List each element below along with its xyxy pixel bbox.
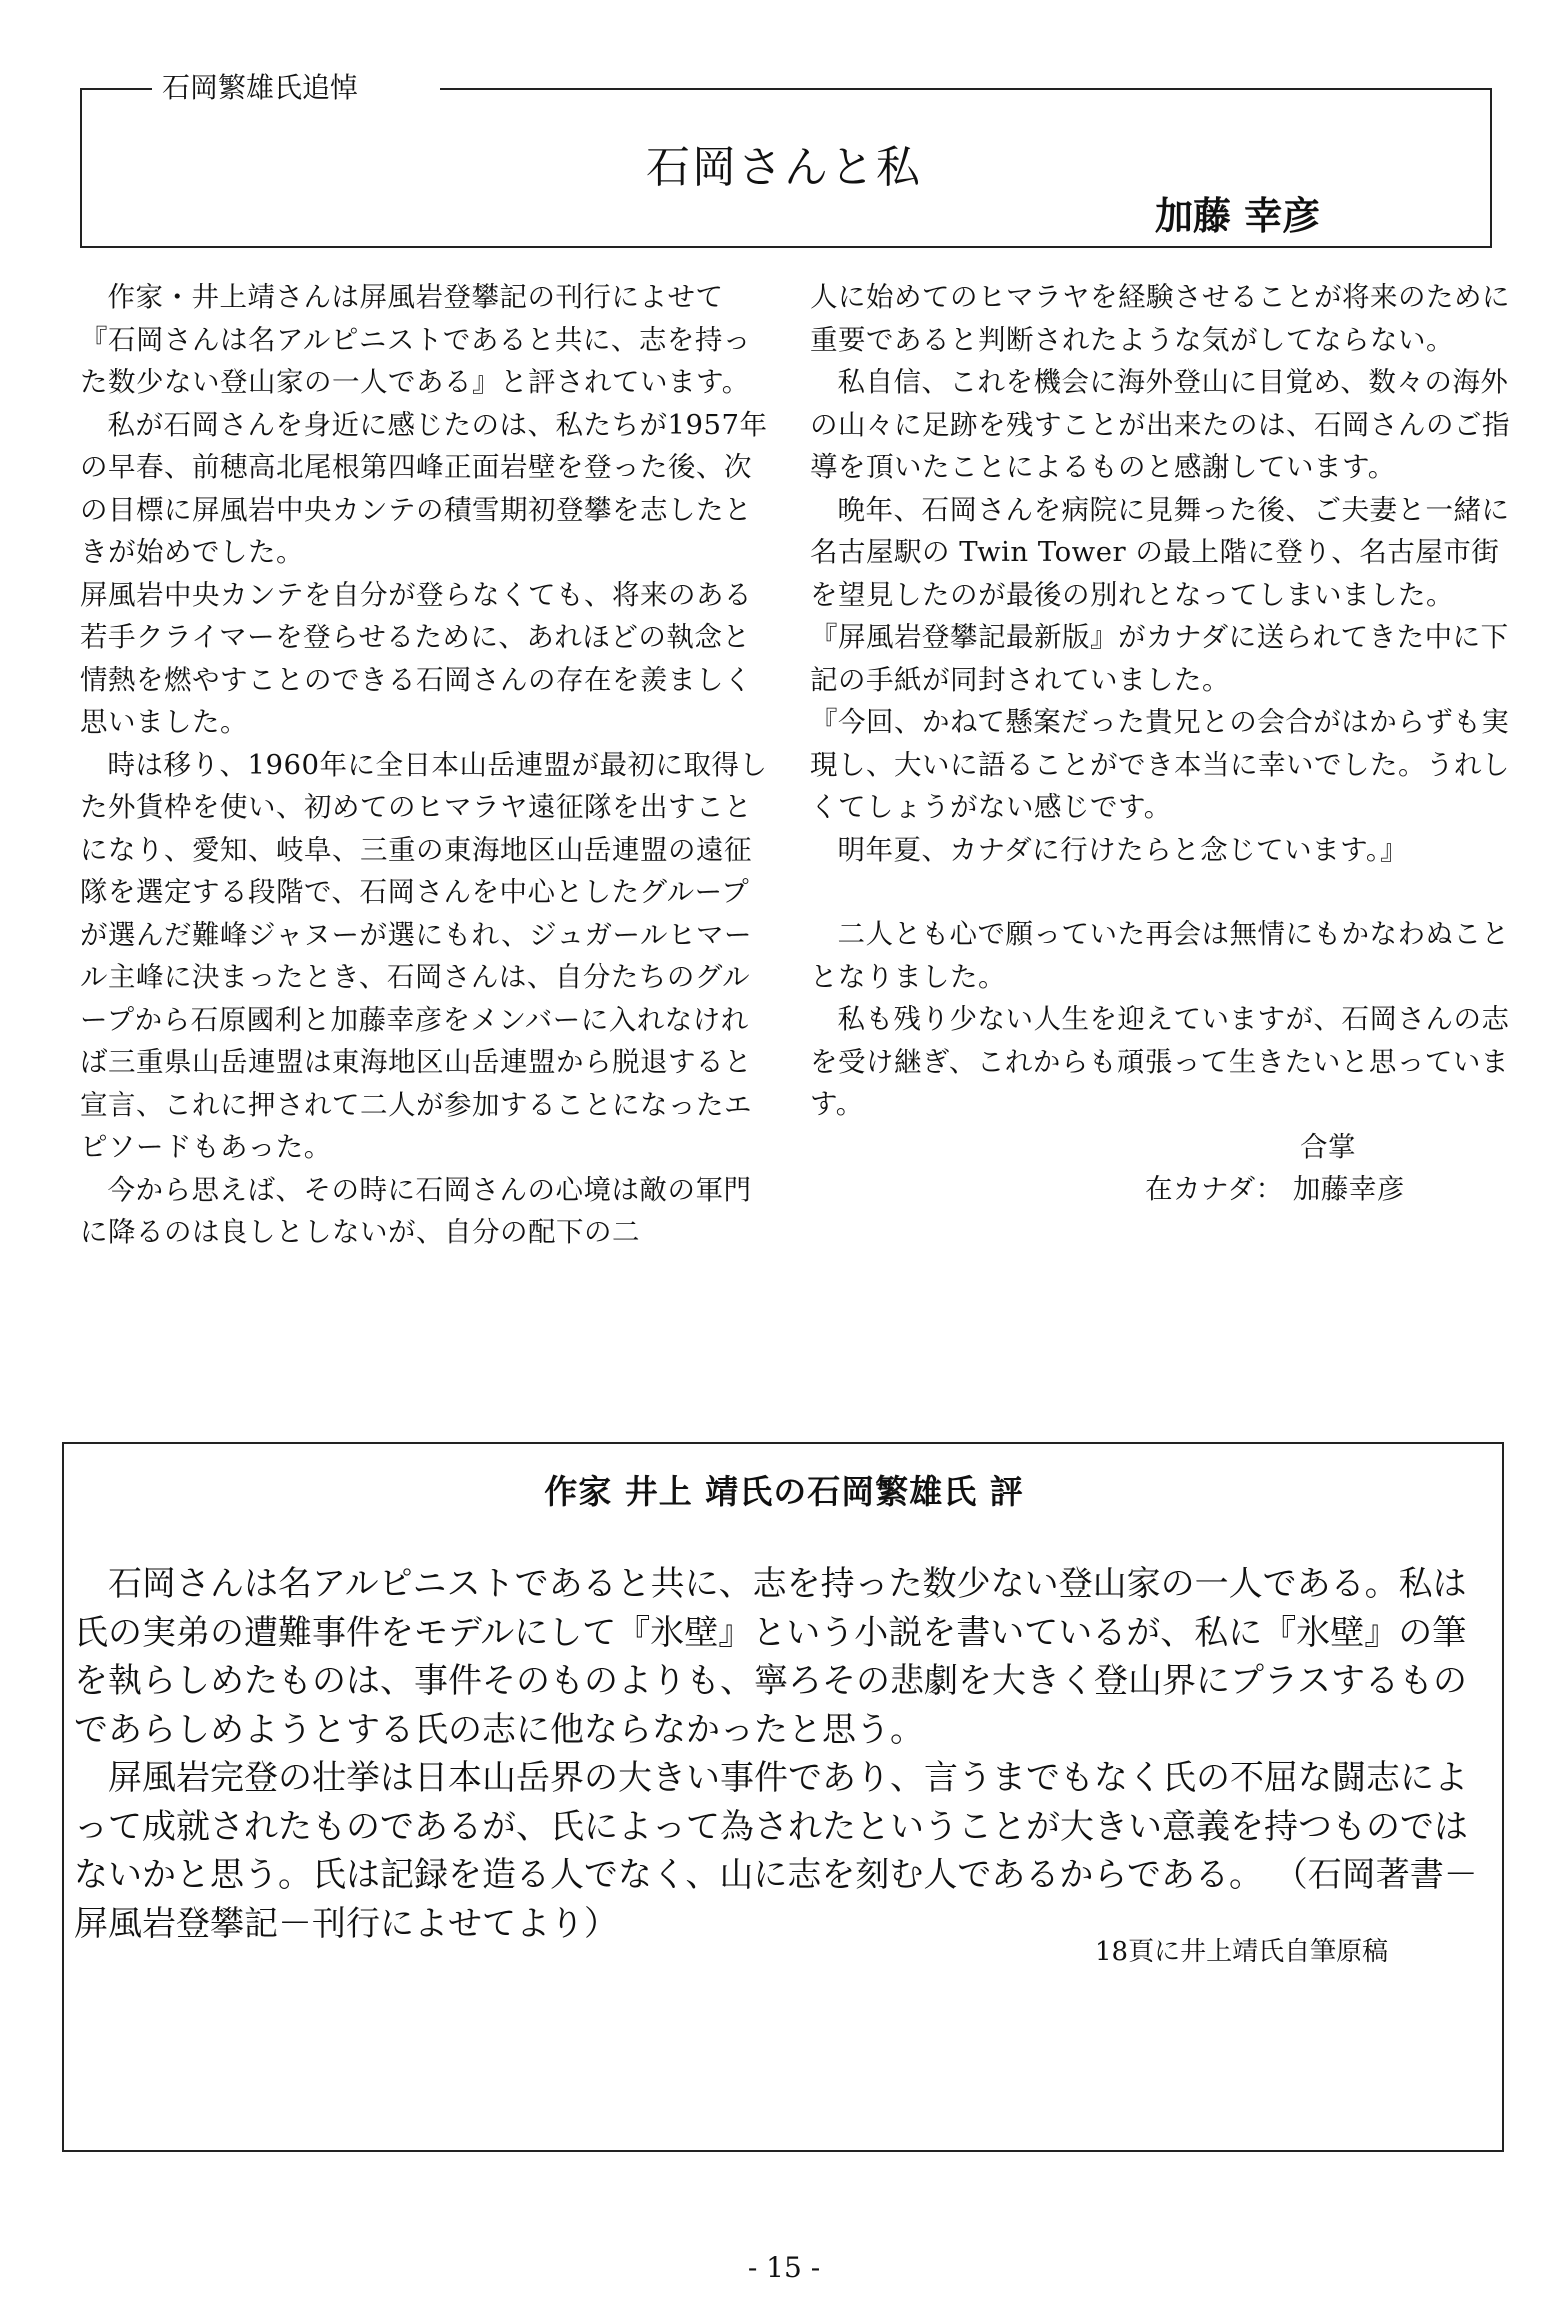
signature: 在カナダ： 加藤幸彦 [1145, 1173, 1405, 1205]
quote-box-note: 18頁に井上靖氏自筆原稿 [1095, 1937, 1389, 1967]
paragraph: 今から思えば、その時に石岡さんの心境は敵の軍門に降るのは良しとしないが、自分の配下の二 [80, 1173, 752, 1248]
quote-paragraph: 石岡さんは名アルピニストであると共に、志を持った数少ない登山家の一人である。私は氏の実弟の遭難事件をモデルにして『氷壁』という小説を書いているが、私に『氷壁』の筆を執らしめたものは、事件そのものよりも、寧ろその悲劇を大きく登山界にプラスするものであらしめようとする氏の志に他ならなかったと思う。 [74, 1564, 1467, 1750]
paragraph: 『屏風岩登攀記最新版』がカナダに送られてきた中に下記の手紙が同封されていました。 [810, 621, 1509, 696]
paragraph: 晩年、石岡さんを病院に見舞った後、ご夫妻と一緒に名古屋駅の Twin Tower の最上階に登り、名古屋市街を望見したのが最後の別れとなってしまいました。 [810, 493, 1510, 611]
quote-box-title: 作家 井上 靖氏の石岡繁雄氏 評 [544, 1472, 1024, 1511]
paragraph: 私自信、これを機会に海外登山に目覚め、数々の海外の山々に足跡を残すことが出来たのは、石岡さんのご指導を頂いたことによるものと感謝しています。 [810, 366, 1510, 483]
closing-word: 合掌 [1300, 1130, 1356, 1163]
article-column-right [810, 276, 1510, 1211]
header-rule-right [440, 88, 1492, 90]
header-rule-left [80, 88, 152, 90]
page-number: - 15 - [747, 2251, 821, 2284]
letter-quote: 『今回、かねて懸案だった貴兄との会合がはからずも実現し、大いに語ることができ本当に幸いでした。うれしくてしょうがない感じです。 [810, 706, 1510, 823]
series-label: 石岡繁雄氏追悼 [162, 71, 359, 104]
paragraph: 二人とも心で願っていた再会は無情にもかなわぬこととなりました。 [810, 918, 1510, 993]
letter-quote-end: 明年夏、カナダに行けたらと念じています。』 [837, 833, 1409, 866]
spacer [810, 871, 1510, 913]
paragraph: 作家・井上靖さんは屏風岩登攀記の刊行によせて『石岡さんは名アルピニストであると共に、志を持った数少ない登山家の一人である』と評されています。 [80, 281, 751, 398]
paragraph: 時は移り、1960年に全日本山岳連盟が最初に取得した外貨枠を使い、初めてのヒマラヤ遠征隊を出すことになり、愛知、岐阜、三重の東海地区山岳連盟の遠征隊を選定する段階で、石岡さんを中心としたグループが選んだ難峰ジャヌーが選にもれ、ジュガールヒマール主峰に決まったとき、石岡さんは、自分たちのグループから石原國利と加藤幸彦をメンバーに入れなければ三重県山岳連盟は東海地区山岳連盟から脱退すると宣言、これに押されて二人が参加することになったエピソードもあった。 [80, 748, 768, 1163]
paragraph: 私も残り少ない人生を迎えていますが、石岡さんの志を受け継ぎ、これからも頑張って生きたいと思っています。 [810, 1003, 1510, 1120]
paragraph: 屏風岩中央カンテを自分が登らなくても、将来のある若手クライマーを登らせるために、あれほどの執念と情熱を燃やすことのできる石岡さんの存在を羨ましく思いました。 [80, 578, 752, 738]
paragraph: 私が石岡さんを身近に感じたのは、私たちが1957年の早春、前穂高北尾根第四峰正面岩壁を登った後、次の目標に屏風岩中央カンテの積雪期初登攀を志したときが始めでした。 [80, 408, 768, 568]
quote-box-body [74, 1560, 1494, 1948]
quote-paragraph: 屏風岩完登の壮挙は日本山岳界の大きい事件であり、言うまでもなく氏の不屈な闘志によって成就されたものであるが、氏によって為されたということが大きい意義を持つものではないかと思う。氏は記録を造る人でなく、山に志を刻む人であるからである。 （石岡著書－屏風岩登攀記－刊行によせてより） [74, 1758, 1478, 1944]
article-author: 加藤 幸彦 [1155, 194, 1321, 238]
article-column-left [80, 276, 770, 1254]
paragraph: 人に始めてのヒマラヤを経験させることが将来のために重要であると判断されたような気がしてならない。 [810, 281, 1510, 356]
article-title: 石岡さんと私 [646, 142, 922, 193]
